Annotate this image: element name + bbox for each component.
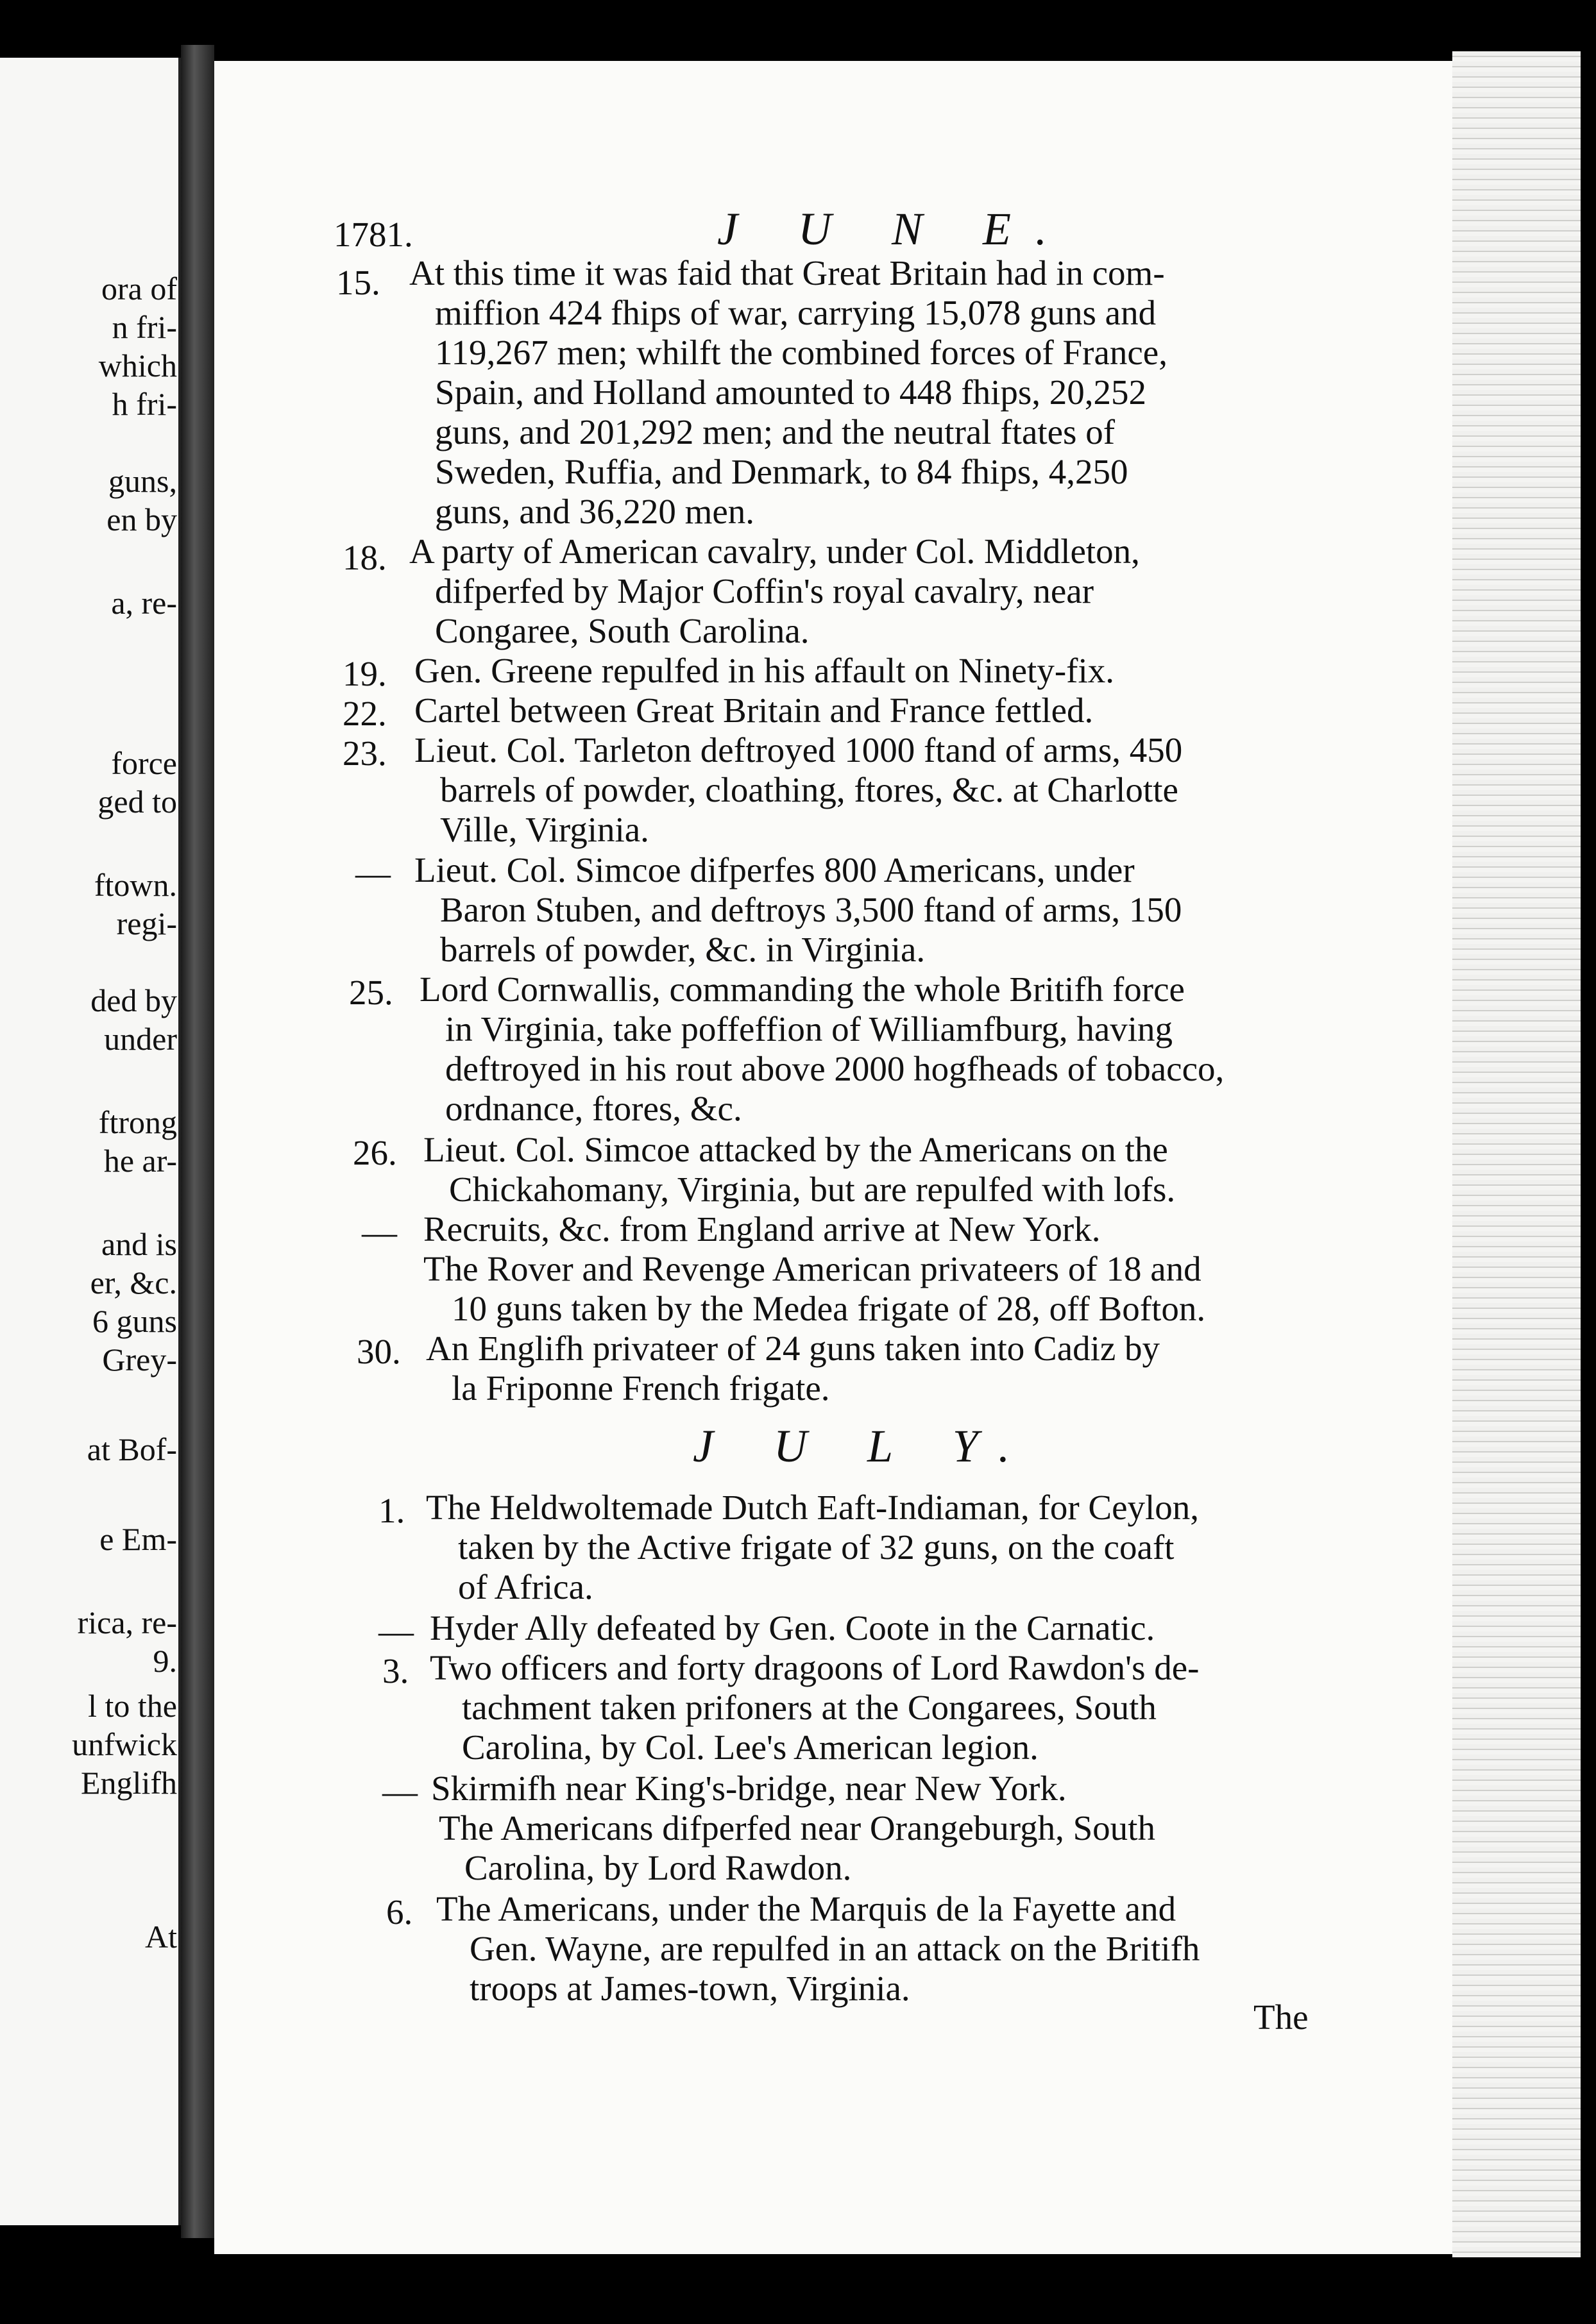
- left-text-fragment: guns,: [108, 463, 177, 499]
- entry-dash: —: [355, 854, 391, 893]
- left-text-fragment: force: [111, 745, 177, 781]
- facing-page-fragment: [0, 58, 181, 2225]
- entry-line: Lieut. Col. Simcoe attacked by the Americans on the: [423, 1130, 1168, 1169]
- entry-date: 15.: [336, 263, 380, 302]
- left-text-fragment: ded by: [90, 982, 177, 1018]
- page-edge: [1452, 51, 1581, 2257]
- month-heading-june: J U N E.: [717, 203, 1071, 255]
- left-text-fragment: ftrong: [98, 1104, 177, 1140]
- entry-line: troops at James-town, Virginia.: [470, 1969, 910, 2008]
- left-text-fragment: regi-: [116, 905, 177, 941]
- book-gutter: [181, 45, 214, 2238]
- entry-line: Baron Stuben, and deftroys 3,500 ftand of arms, 150: [440, 890, 1182, 929]
- entry-line: Skirmifh near King's-bridge, near New York.: [431, 1769, 1067, 1808]
- left-text-fragment: unfwick: [72, 1726, 177, 1762]
- left-text-fragment: rica, re-: [77, 1604, 177, 1640]
- entry-line: At this time it was faid that Great Britain had in com-: [409, 253, 1165, 292]
- entry-date: 23.: [343, 734, 387, 773]
- entry-dash: —: [362, 1213, 397, 1252]
- entry-line: barrels of powder, &c. in Virginia.: [440, 930, 926, 969]
- entry-line: guns, and 36,220 men.: [435, 492, 755, 531]
- left-text-fragment: under: [104, 1021, 177, 1057]
- entry-line: miffion 424 fhips of war, carrying 15,078 guns and: [435, 293, 1157, 332]
- entry-line: Sweden, Ruffia, and Denmark, to 84 fhips, 4,250: [435, 452, 1128, 491]
- entry-line: Chickahomany, Virginia, but are repulfed with lofs.: [449, 1170, 1176, 1209]
- left-text-fragment: ftown.: [94, 867, 177, 903]
- entry-line: The Rover and Revenge American privateers of 18 and: [423, 1249, 1201, 1288]
- entry-date: 25.: [349, 973, 393, 1012]
- month-heading-july: J U L Y.: [693, 1420, 1035, 1472]
- entry-date: 18.: [343, 538, 387, 577]
- left-text-fragment: h fri-: [112, 386, 177, 422]
- entry-line: The Americans, under the Marquis de la Fayette and: [436, 1889, 1176, 1928]
- entry-line: Spain, and Holland amounted to 448 fhips, 20,252: [435, 373, 1147, 412]
- entry-line: Cartel between Great Britain and France fettled.: [414, 691, 1094, 730]
- left-text-fragment: en by: [106, 501, 177, 537]
- entry-date: 3.: [382, 1651, 409, 1690]
- entry-line: in Virginia, take poffeffion of Williamfburg, having: [445, 1009, 1173, 1048]
- catchword: The: [1253, 1998, 1309, 2037]
- entry-line: barrels of powder, cloathing, ftores, &c. at Charlotte: [440, 770, 1178, 809]
- left-text-fragment: l to the: [88, 1688, 177, 1724]
- year-heading: 1781.: [334, 215, 413, 254]
- entry-line: 119,267 men; whilft the combined forces of France,: [435, 333, 1167, 372]
- left-text-fragment: ged to: [98, 784, 177, 820]
- entry-line: Congaree, South Carolina.: [435, 611, 810, 650]
- entry-line: taken by the Active frigate of 32 guns, on the coaft: [458, 1528, 1175, 1567]
- entry-date: 22.: [343, 694, 387, 733]
- entry-date: 19.: [343, 654, 387, 693]
- left-text-fragment: ora of: [101, 271, 177, 307]
- left-text-fragment: e Em-: [99, 1521, 177, 1557]
- entry-line: The Americans difperfed near Orangeburgh, South: [439, 1808, 1155, 1848]
- entry-line: An Englifh privateer of 24 guns taken into Cadiz by: [426, 1329, 1160, 1368]
- entry-line: Two officers and forty dragoons of Lord Rawdon's de-: [430, 1648, 1200, 1687]
- left-catchword: At: [145, 1919, 177, 1955]
- left-text-fragment: which: [98, 348, 177, 383]
- entry-dash: —: [382, 1772, 418, 1811]
- left-text-fragment: n fri-: [112, 309, 177, 345]
- entry-date: 1.: [378, 1491, 405, 1530]
- entry-line: tachment taken prifoners at the Congarees, South: [462, 1688, 1157, 1727]
- entry-line: Gen. Wayne, are repulfed in an attack on the Britifh: [470, 1929, 1200, 1968]
- left-text-fragment: he ar-: [103, 1143, 177, 1179]
- entry-line: The Heldwoltemade Dutch Eaft-Indiaman, for Ceylon,: [426, 1488, 1200, 1527]
- entry-date: 30.: [357, 1332, 401, 1371]
- entry-line: Carolina, by Col. Lee's American legion.: [462, 1728, 1039, 1767]
- left-text-fragment: at Bof-: [87, 1431, 177, 1467]
- entry-line: Lord Cornwallis, commanding the whole Britifh force: [420, 970, 1185, 1009]
- left-text-fragment: 6 guns: [92, 1303, 177, 1339]
- entry-line: la Friponne French frigate.: [452, 1368, 830, 1408]
- left-text-fragment: er, &c.: [90, 1265, 177, 1301]
- entry-line: Recruits, &c. from England arrive at New York.: [423, 1209, 1101, 1249]
- entry-line: A party of American cavalry, under Col. Middleton,: [409, 532, 1140, 571]
- entry-line: difperfed by Major Coffin's royal cavalry, near: [435, 571, 1094, 610]
- entry-line: Lieut. Col. Tarleton deftroyed 1000 ftand of arms, 450: [414, 730, 1183, 770]
- entry-line: Carolina, by Lord Rawdon.: [464, 1848, 852, 1887]
- entry-line: Hyder Ally defeated by Gen. Coote in the Carnatic.: [430, 1608, 1155, 1647]
- entry-line: Lieut. Col. Simcoe difperfes 800 Americans, under: [414, 850, 1135, 889]
- entry-line: of Africa.: [458, 1567, 593, 1606]
- entry-date: 6.: [386, 1892, 413, 1932]
- left-text-fragment: Grey-: [102, 1342, 177, 1377]
- left-text-fragment: and is: [101, 1226, 177, 1262]
- left-text-fragment: a, re-: [111, 585, 177, 621]
- left-text-fragment: 9.: [153, 1643, 177, 1679]
- entry-line: guns, and 201,292 men; and the neutral ftates of: [435, 412, 1116, 451]
- entry-date: 26.: [353, 1133, 397, 1172]
- entry-dash: —: [378, 1612, 414, 1651]
- entry-line: Gen. Greene repulfed in his affault on Ninety-fix.: [414, 651, 1114, 690]
- left-text-fragment: Englifh: [81, 1765, 177, 1801]
- main-page: [214, 61, 1452, 2254]
- entry-line: 10 guns taken by the Medea frigate of 28, off Bofton.: [452, 1289, 1206, 1328]
- entry-line: deftroyed in his rout above 2000 hogfheads of tobacco,: [445, 1049, 1225, 1088]
- entry-line: Ville, Virginia.: [440, 810, 649, 849]
- entry-line: ordnance, ftores, &c.: [445, 1089, 742, 1128]
